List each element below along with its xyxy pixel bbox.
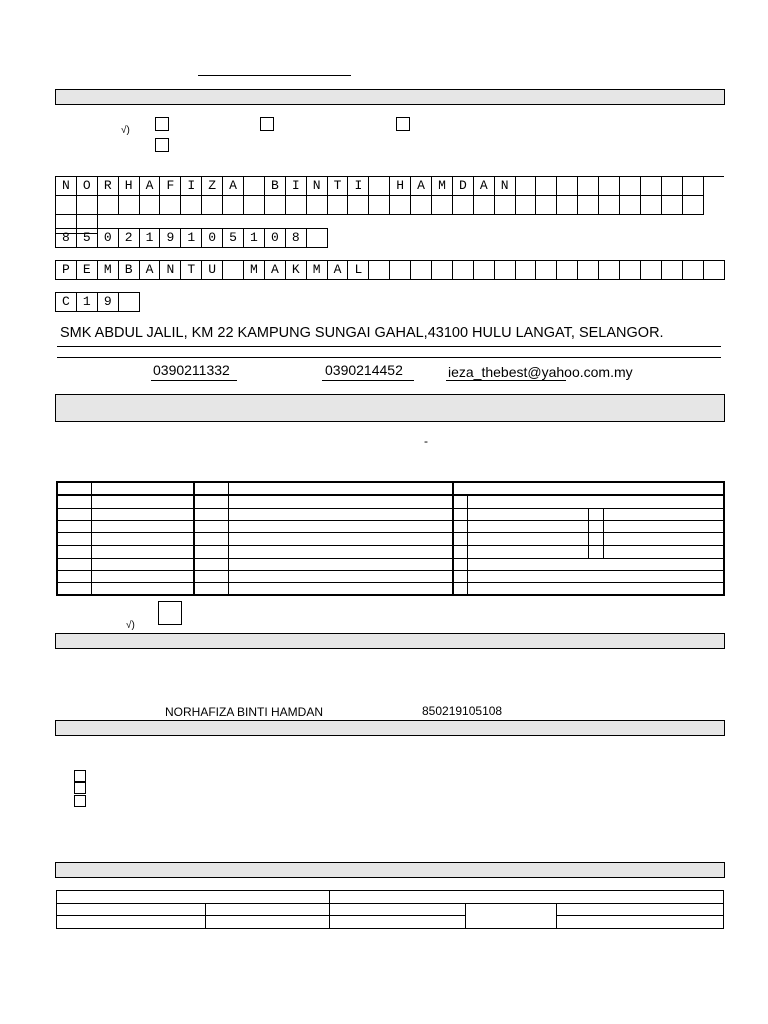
ic-char-cell: 9 <box>160 229 181 248</box>
name-char-cell <box>599 177 620 196</box>
name-char-cell <box>453 196 474 215</box>
position-char-cell <box>536 261 557 280</box>
position-char-cell <box>495 261 516 280</box>
address-underline <box>57 346 721 347</box>
position-char-cell <box>704 261 725 280</box>
bottom-table-cell <box>57 916 206 929</box>
name-char-cell: H <box>390 177 411 196</box>
position-char-cell <box>578 261 599 280</box>
name-char-cell <box>223 196 244 215</box>
section-bar-2 <box>55 394 725 422</box>
history-table-row-line <box>58 532 723 533</box>
name-char-cell <box>98 196 119 215</box>
option-checkbox-3[interactable] <box>396 117 410 131</box>
bottom-table-cell <box>57 891 330 904</box>
position-char-cell: M <box>98 261 119 280</box>
ic-char-cell: 1 <box>181 229 202 248</box>
history-table <box>56 481 725 596</box>
confirm-checkbox[interactable] <box>158 601 182 625</box>
section-bar-3 <box>55 633 725 649</box>
name-char-cell: N <box>56 177 77 196</box>
position-char-cell: A <box>140 261 161 280</box>
name-char-cell: N <box>495 177 516 196</box>
bottom-table-cell <box>206 916 330 929</box>
name-char-cell <box>411 196 432 215</box>
bottom-table-cell <box>466 904 557 929</box>
position-char-cell: M <box>307 261 328 280</box>
tick-mark-1: √) <box>121 125 130 136</box>
name-char-cell: T <box>328 177 349 196</box>
tick-mark-2: √) <box>126 620 135 631</box>
name-char-cell <box>77 196 98 215</box>
history-table-row-line <box>58 582 723 583</box>
ic-char-cell: 8 <box>286 229 307 248</box>
name-char-cell: D <box>453 177 474 196</box>
name-char-cell: O <box>77 177 98 196</box>
position-grid <box>55 260 725 280</box>
grade-char-cell <box>119 293 140 312</box>
name-char-cell <box>516 177 537 196</box>
name-char-cell <box>536 196 557 215</box>
history-table-row-line <box>58 508 723 509</box>
section-bar-4 <box>55 720 725 736</box>
small-checkbox-2[interactable] <box>74 782 86 794</box>
bottom-table-cell <box>557 916 724 929</box>
name-char-cell: F <box>160 177 181 196</box>
position-char-cell <box>390 261 411 280</box>
name-char-cell: N <box>307 177 328 196</box>
ic-char-cell: 1 <box>140 229 161 248</box>
address-underline-2 <box>57 357 721 358</box>
bottom-table-cell <box>206 904 330 916</box>
ic-char-cell: 2 <box>119 229 140 248</box>
grade-char-cell: 9 <box>98 293 119 312</box>
phone-2: 0390214452 <box>325 362 403 378</box>
name-char-cell: I <box>181 177 202 196</box>
history-table-col-5 <box>467 494 468 594</box>
name-char-cell <box>620 196 641 215</box>
name-char-cell <box>599 196 620 215</box>
ic-char-cell <box>307 229 328 248</box>
history-table-col-2 <box>193 483 195 594</box>
name-char-cell <box>641 177 662 196</box>
name-char-cell <box>683 177 704 196</box>
option-checkbox-4[interactable] <box>155 138 169 152</box>
position-char-cell <box>432 261 453 280</box>
history-table-row-line <box>58 545 723 546</box>
name-char-cell <box>328 196 349 215</box>
name-char-cell: H <box>119 177 140 196</box>
bottom-table-cell <box>557 904 724 916</box>
name-char-cell <box>286 196 307 215</box>
position-char-cell: M <box>244 261 265 280</box>
name-char-cell <box>557 177 578 196</box>
name-character-grid <box>55 176 724 234</box>
name-char-cell <box>369 177 390 196</box>
grade-grid <box>55 292 140 312</box>
name-char-cell <box>474 196 495 215</box>
name-char-cell <box>202 196 223 215</box>
position-char-cell <box>411 261 432 280</box>
position-char-cell <box>641 261 662 280</box>
name-char-cell: A <box>223 177 244 196</box>
name-char-cell: B <box>265 177 286 196</box>
email-text: ieza_thebest@yahoo.com.my <box>448 364 633 380</box>
position-char-cell: A <box>328 261 349 280</box>
position-char-cell <box>453 261 474 280</box>
phone-1-underline <box>151 380 237 381</box>
name-char-cell <box>578 196 599 215</box>
history-table-row-line <box>58 520 723 521</box>
name-char-cell: R <box>98 177 119 196</box>
history-table-col-1 <box>91 483 92 594</box>
email-underline <box>446 380 566 381</box>
declaration-name: NORHAFIZA BINTI HAMDAN <box>165 705 324 719</box>
phone-2-underline <box>322 380 414 381</box>
history-table-col-3 <box>228 483 229 594</box>
option-checkbox-2[interactable] <box>260 117 274 131</box>
ic-char-cell: 0 <box>265 229 286 248</box>
ic-number-grid <box>55 228 328 248</box>
bottom-table-cell <box>57 904 206 916</box>
name-char-cell <box>244 196 265 215</box>
name-char-cell <box>641 196 662 215</box>
section-bar-5 <box>55 862 725 878</box>
bottom-table-cell <box>330 904 466 916</box>
small-checkbox-1[interactable] <box>74 770 86 782</box>
name-char-cell <box>557 196 578 215</box>
position-char-cell: B <box>119 261 140 280</box>
ic-char-cell: 0 <box>202 229 223 248</box>
grade-char-cell: 1 <box>77 293 98 312</box>
name-char-cell <box>662 196 683 215</box>
phone-1: 0390211332 <box>153 362 230 378</box>
option-checkbox-1[interactable] <box>155 117 169 131</box>
position-char-cell <box>516 261 537 280</box>
name-char-cell <box>620 177 641 196</box>
name-char-cell: A <box>140 177 161 196</box>
name-char-cell <box>244 177 265 196</box>
header-underline <box>198 75 351 76</box>
position-char-cell: T <box>181 261 202 280</box>
address-text: SMK ABDUL JALIL, KM 22 KAMPUNG SUNGAI GAHAL,43100 HULU LANGAT, SELANGOR. <box>60 325 664 341</box>
ic-char-cell: 5 <box>223 229 244 248</box>
name-char-cell <box>181 196 202 215</box>
name-char-cell <box>578 177 599 196</box>
name-char-cell <box>662 177 683 196</box>
position-char-cell: L <box>348 261 369 280</box>
name-char-cell <box>307 196 328 215</box>
history-table-col-4 <box>452 483 454 594</box>
history-table-header-line <box>58 494 723 496</box>
name-char-cell <box>369 196 390 215</box>
name-char-cell <box>56 196 77 215</box>
position-char-cell <box>620 261 641 280</box>
position-char-cell <box>223 261 244 280</box>
name-char-cell <box>140 196 161 215</box>
name-char-cell: A <box>474 177 495 196</box>
position-char-cell <box>662 261 683 280</box>
position-char-cell: P <box>56 261 77 280</box>
name-char-cell <box>536 177 557 196</box>
bottom-table <box>56 890 724 929</box>
position-char-cell <box>557 261 578 280</box>
name-char-cell <box>683 196 704 215</box>
position-char-cell <box>369 261 390 280</box>
name-char-cell <box>390 196 411 215</box>
position-char-cell: K <box>286 261 307 280</box>
history-table-row-line <box>58 558 723 559</box>
name-char-cell: I <box>286 177 307 196</box>
name-char-cell: M <box>432 177 453 196</box>
ic-char-cell: 8 <box>56 229 77 248</box>
declaration-ic: 850219105108 <box>422 704 503 718</box>
ic-char-cell: 1 <box>244 229 265 248</box>
position-char-cell <box>683 261 704 280</box>
position-char-cell: N <box>160 261 181 280</box>
name-char-cell <box>516 196 537 215</box>
name-char-cell <box>119 196 140 215</box>
position-char-cell <box>599 261 620 280</box>
history-table-col-6 <box>588 508 589 558</box>
name-char-cell: A <box>411 177 432 196</box>
name-char-cell <box>495 196 516 215</box>
grade-char-cell: C <box>56 293 77 312</box>
bottom-table-cell <box>330 916 466 929</box>
name-char-cell <box>160 196 181 215</box>
dash-mark: - <box>424 434 428 448</box>
history-table-row-line <box>58 570 723 571</box>
position-char-cell: E <box>77 261 98 280</box>
name-char-cell <box>348 196 369 215</box>
ic-char-cell: 0 <box>98 229 119 248</box>
section-bar-1 <box>55 89 725 105</box>
name-char-cell <box>265 196 286 215</box>
position-char-cell: A <box>265 261 286 280</box>
name-char-cell: I <box>348 177 369 196</box>
position-char-cell <box>474 261 495 280</box>
name-char-cell: Z <box>202 177 223 196</box>
name-char-cell <box>432 196 453 215</box>
history-table-col-7 <box>603 508 604 558</box>
bottom-table-cell <box>330 891 724 904</box>
small-checkbox-3[interactable] <box>74 795 86 807</box>
position-char-cell: U <box>202 261 223 280</box>
ic-char-cell: 5 <box>77 229 98 248</box>
